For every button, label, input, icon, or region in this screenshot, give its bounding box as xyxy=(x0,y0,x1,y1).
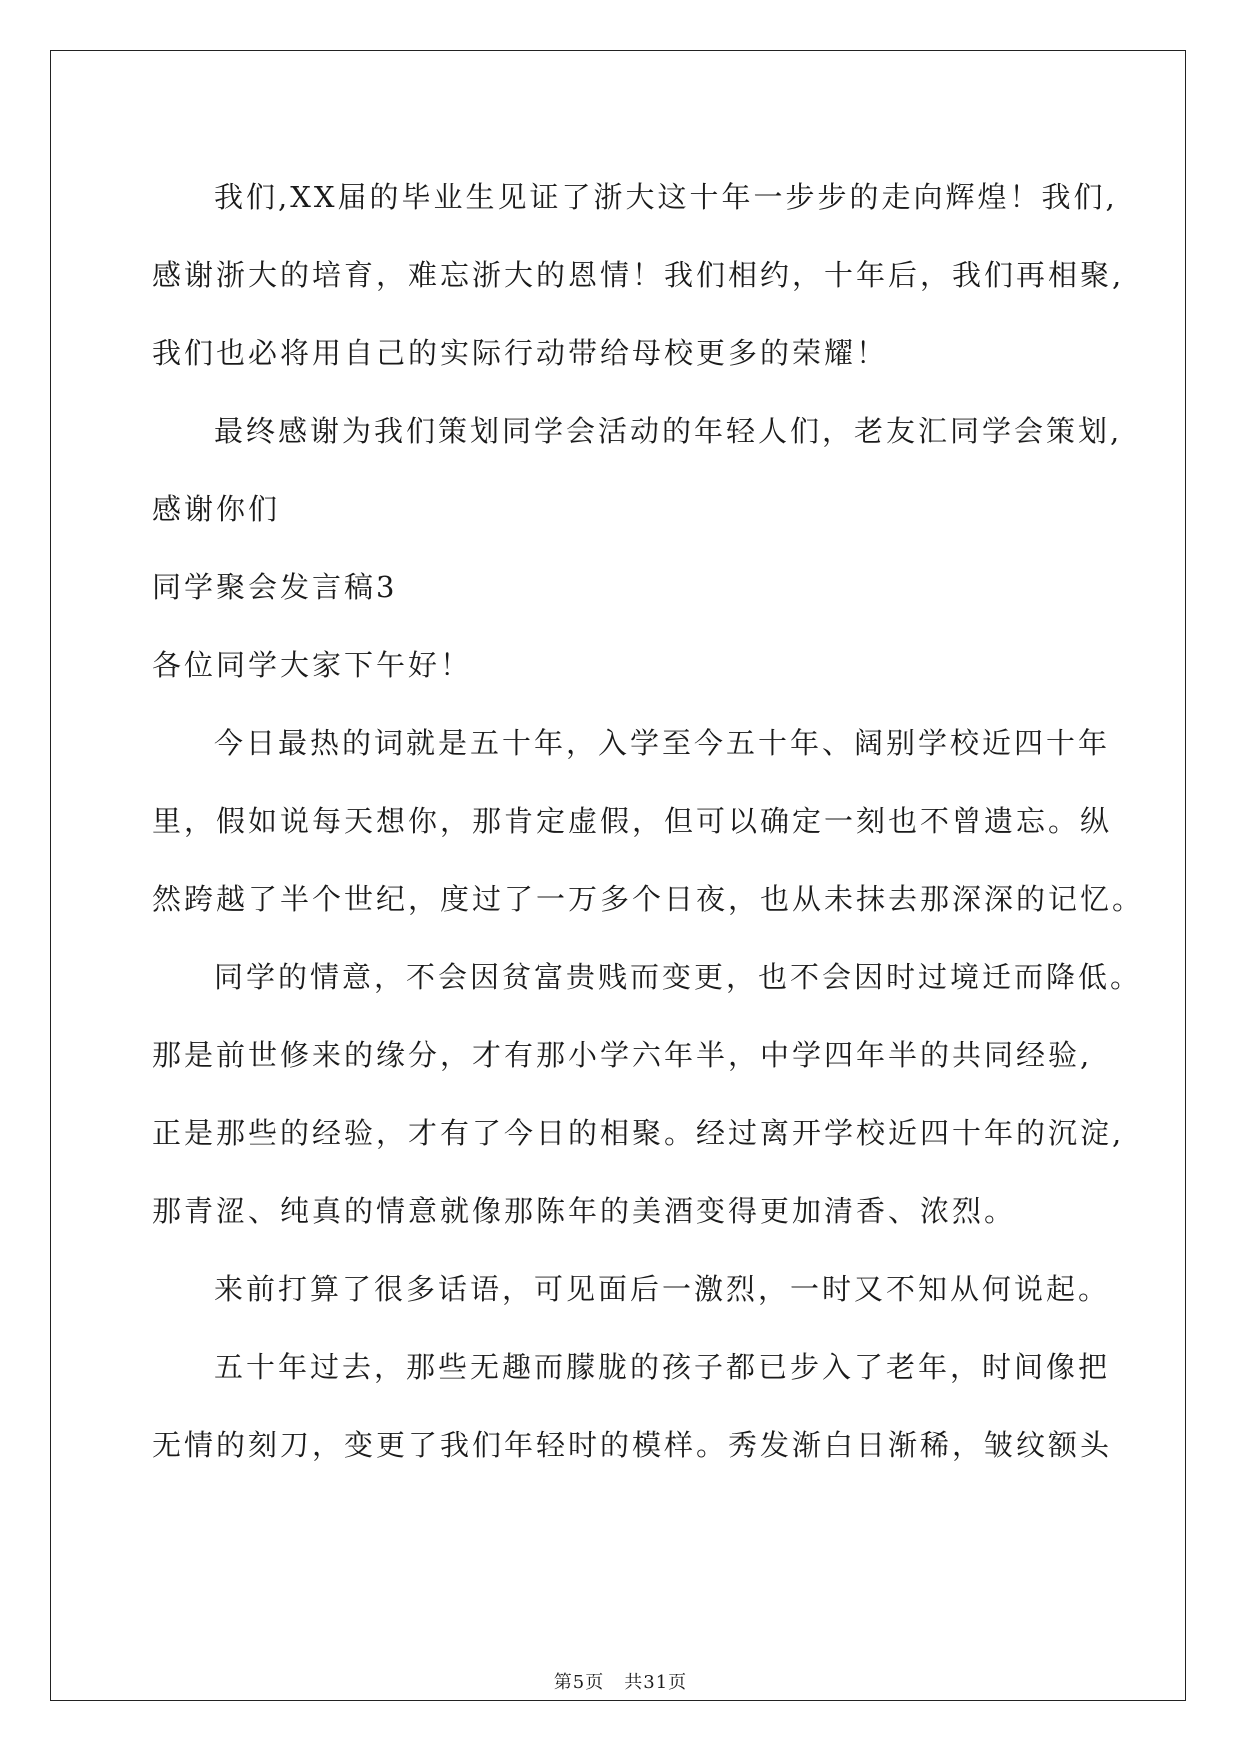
text-line: 那是前世修来的缘分，才有那小学六年半，中学四年半的共同经验, xyxy=(152,1038,1093,1072)
text-line: 感谢你们 xyxy=(152,492,281,526)
text-line: 无情的刻刀，变更了我们年轻时的模样。秀发渐白日渐稀，皱纹额头 xyxy=(152,1428,1113,1462)
page-number: 第5页 xyxy=(553,1672,605,1693)
text-line: 今日最热的词就是五十年，入学至今五十年、阔别学校近四十年 xyxy=(214,726,1111,760)
greeting-line: 各位同学大家下午好！ xyxy=(152,648,473,682)
text-line: 我们也必将用自己的实际行动带给母校更多的荣耀！ xyxy=(152,336,889,370)
text-line: 正是那些的经验，才有了今日的相聚。经过离开学校近四十年的沉淀, xyxy=(152,1116,1125,1150)
text-line: 然跨越了半个世纪，度过了一万多个日夜，也从未抹去那深深的记忆。 xyxy=(152,882,1145,916)
text-line: 里，假如说每天想你，那肯定虚假，但可以确定一刻也不曾遗忘。纵 xyxy=(152,804,1113,838)
text-line: 五十年过去，那些无趣而朦胧的孩子都已步入了老年，时间像把 xyxy=(214,1350,1111,1384)
text-line: 最终感谢为我们策划同学会活动的年轻人们，老友汇同学会策划, xyxy=(214,414,1123,448)
text-line: 感谢浙大的培育，难忘浙大的恩情！我们相约，十年后，我们再相聚, xyxy=(152,258,1125,292)
text-line: 同学的情意，不会因贫富贵贱而变更，也不会因时过境迁而降低。 xyxy=(214,960,1143,994)
text-line: 那青涩、纯真的情意就像那陈年的美酒变得更加清香、浓烈。 xyxy=(152,1194,1017,1228)
text-line: 我们,XX届的毕业生见证了浙大这十年一步步的走向辉煌！我们, xyxy=(214,180,1118,214)
page-footer xyxy=(0,1668,1241,1694)
page-total: 共31页 xyxy=(624,1672,688,1693)
text-line: 来前打算了很多话语，可见面后一激烈，一时又不知从何说起。 xyxy=(214,1272,1111,1306)
document-body xyxy=(152,158,1145,1484)
section-heading: 同学聚会发言稿3 xyxy=(152,570,398,604)
